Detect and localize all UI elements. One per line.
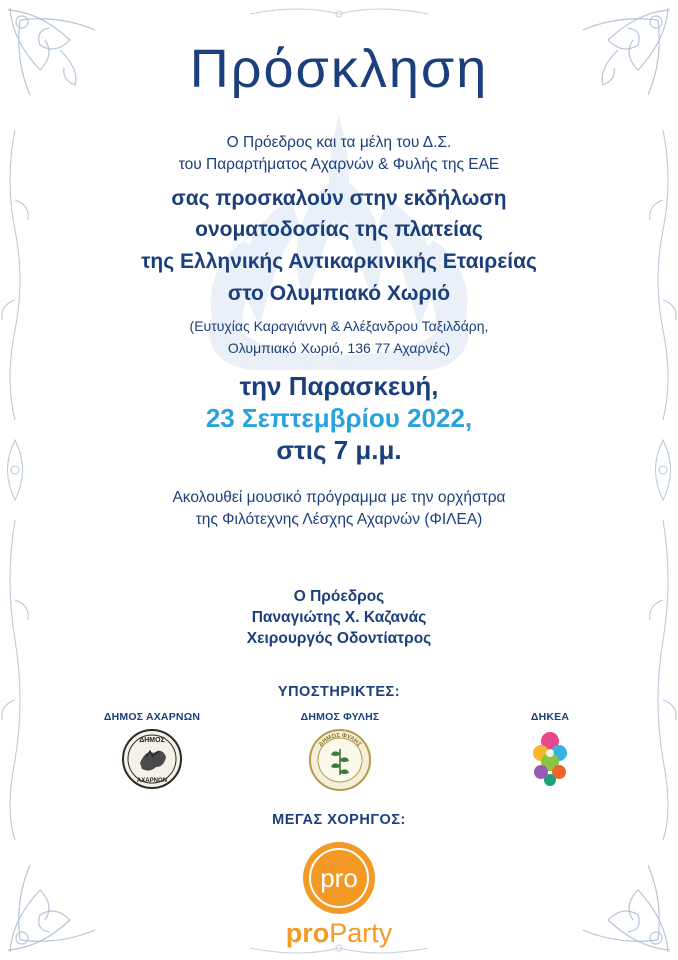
- seal-text-top: ΔΗΜΟΣ: [139, 737, 165, 744]
- dikea-logo: [527, 729, 573, 787]
- signature-role: Ο Πρόεδρος: [293, 588, 385, 605]
- invite-line-3: της Ελληνικής Αντικαρκινικής Εταιρείας: [141, 250, 537, 273]
- fyli-seal-logo: [307, 727, 373, 793]
- pro-circle-logo: [299, 838, 379, 918]
- supporter-dimos-acharnon: [82, 711, 222, 796]
- invitation-title: Πρόσκληση: [189, 39, 489, 99]
- brand-pro: pro: [285, 918, 330, 948]
- pro-circle-text: pro: [320, 863, 358, 893]
- address-line-2: Ολυμπιακό Χωριό, 136 77 Αχαρνές): [227, 340, 451, 356]
- fyli-seal-text: ΔΗΜΟΣ ΦΥΛΗΣ: [318, 732, 362, 749]
- supporter-label: ΔΗΜΟΣ ΑΧΑΡΝΩΝ: [103, 711, 201, 723]
- event-day: την Παρασκευή,: [239, 371, 439, 401]
- invite-line-1: σας προσκαλούν στην εκδήλωση: [171, 187, 507, 210]
- proparty-logo: [0, 838, 678, 923]
- address-line-1: (Ευτυχίας Καραγιάννη & Αλέξανδρου Ταξιλδάρη,: [189, 318, 489, 334]
- supporter-dikea: [490, 711, 610, 792]
- brand-party: Party: [329, 918, 393, 948]
- signature-profession: Χειρουργός Οδοντίατρος: [246, 630, 432, 647]
- supporter-dimos-fylis: [270, 711, 410, 798]
- sponsor-heading: ΜΕΓΑΣ ΧΟΡΗΓΟΣ:: [272, 812, 406, 828]
- supporters-heading: ΥΠΟΣΤΗΡΙΚΤΕΣ:: [277, 684, 401, 700]
- signature-name: Παναγιώτης Χ. Καζανάς: [251, 609, 427, 626]
- acharnes-seal-logo: [120, 727, 184, 791]
- supporter-label: ΔΗΚΕΑ: [530, 711, 570, 723]
- top-center-flourish: [250, 9, 428, 17]
- event-time: στις 7 μ.μ.: [276, 435, 402, 465]
- intro-line-2: του Παραρτήματος Αχαρνών & Φυλής της ΕΑΕ: [178, 156, 500, 173]
- event-date: 23 Σεπτεμβρίου 2022,: [205, 403, 473, 433]
- supporter-label: ΔΗΜΟΣ ΦΥΛΗΣ: [300, 711, 380, 723]
- intro-line-1: Ο Πρόεδρος και τα μέλη του Δ.Σ.: [226, 134, 452, 151]
- invite-line-4: στο Ολυμπιακό Χωριό: [227, 282, 451, 305]
- invite-line-2: ονοματοδοσίας της πλατείας: [195, 218, 483, 241]
- music-line-2: της Φιλότεχνης Λέσχης Αχαρνών (ΦΙΛΕΑ): [195, 511, 483, 528]
- music-line-1: Ακολουθεί μουσικό πρόγραμμα με την ορχήστρα: [172, 489, 506, 506]
- proparty-wordmark: [0, 918, 678, 948]
- seal-text-bottom: ΑΧΑΡΝΩΝ: [136, 778, 168, 784]
